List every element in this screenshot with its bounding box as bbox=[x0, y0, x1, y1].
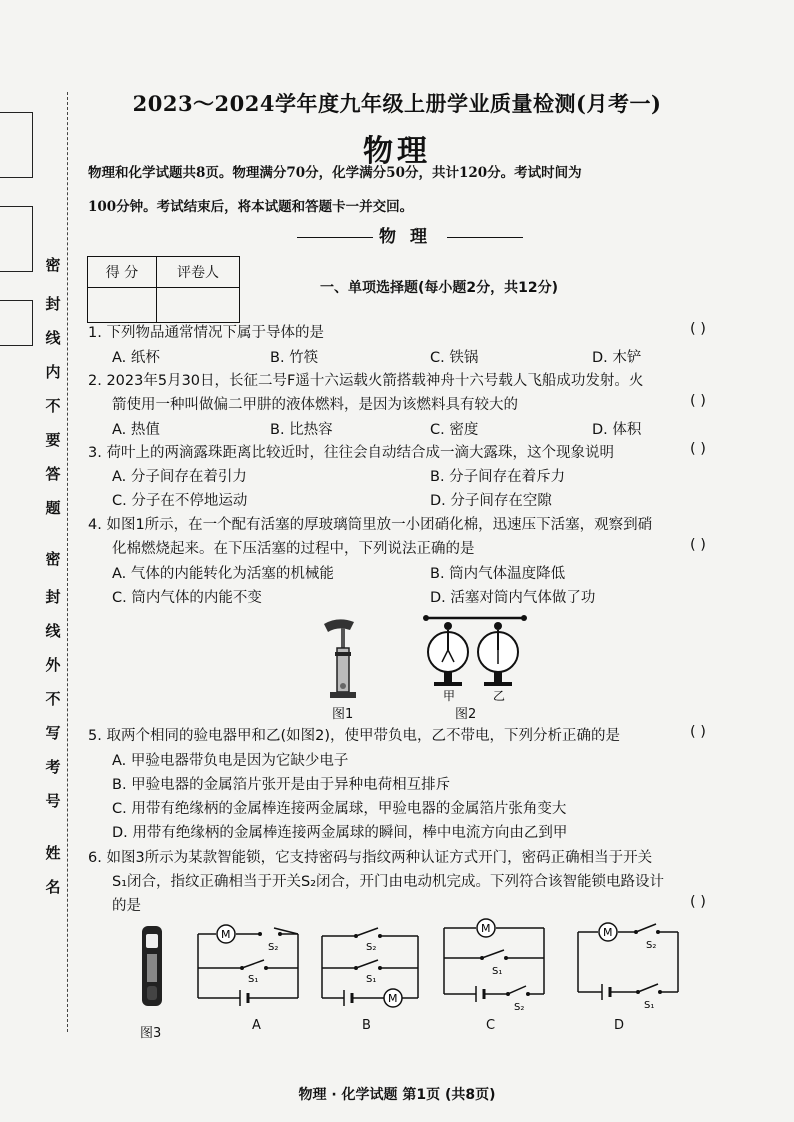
circuit-d-motor: M bbox=[603, 926, 613, 939]
q5-option-c: C. 用带有绝缘柄的金属棒连接两金属球，甲验电器的金属箔片张角变大 bbox=[112, 801, 567, 817]
q4-option-d: D. 活塞对筒内气体做了功 bbox=[430, 590, 596, 606]
question-5-stem: 5. 取两个相同的验电器甲和乙(如图2)，使甲带负电，乙不带电，下列分析正确的是 bbox=[88, 728, 620, 744]
q3-option-c: C. 分子在不停地运动 bbox=[112, 493, 248, 509]
q4-option-a: A. 气体的内能转化为活塞的机械能 bbox=[112, 566, 334, 582]
circuit-c-label: C bbox=[486, 1018, 496, 1033]
q2-option-d: D. 体积 bbox=[592, 422, 642, 438]
circuit-option-a bbox=[192, 920, 304, 1012]
intro-line-2: 100分钟。考试结束后，将本试题和答题卡一并交回。 bbox=[88, 199, 414, 215]
circuit-c-motor: M bbox=[481, 922, 491, 935]
q5-option-a: A. 甲验电器带负电是因为它缺少电子 bbox=[112, 753, 349, 769]
circuit-b-s2: S₂ bbox=[366, 942, 377, 953]
answer-paren-2: ( ) bbox=[690, 393, 706, 409]
score-header: 得 分 bbox=[88, 257, 157, 288]
circuit-c-s2: S₂ bbox=[514, 1002, 525, 1012]
q2-option-a: A. 热值 bbox=[112, 422, 160, 438]
figure-2-caption: 图2 bbox=[455, 707, 477, 722]
q1-option-c: C. 铁锅 bbox=[430, 350, 479, 366]
circuit-b-s1: S₁ bbox=[366, 974, 377, 985]
question-6-stem-2: S₁闭合，指纹正确相当于开关S₂闭合，开门由电动机完成。下列符合该智能锁电路设计 bbox=[112, 874, 665, 890]
binding-box-2 bbox=[0, 206, 33, 272]
circuit-a-s1: S₁ bbox=[248, 974, 259, 985]
circuit-a-label: A bbox=[252, 1018, 261, 1033]
question-4-stem-2: 化棉燃烧起来。在下压活塞的过程中，下列说法正确的是 bbox=[112, 541, 475, 557]
intro-line-1: 物理和化学试题共8页。物理满分70分，化学满分50分，共计120分。考试时间为 bbox=[88, 165, 582, 181]
page-footer: 物理 · 化学试题 第1页 (共8页) bbox=[298, 1087, 496, 1103]
circuit-option-d bbox=[572, 920, 684, 1012]
figure-1-caption: 图1 bbox=[332, 707, 354, 722]
part-title: 一、单项选择题(每小题2分，共12分) bbox=[320, 280, 559, 296]
question-3-stem: 3. 荷叶上的两滴露珠距离比较近时，往往会自动结合成一滴大露珠，这个现象说明 bbox=[88, 445, 614, 461]
exam-title: 2023～2024学年度九年级上册学业质量检测(月考一) bbox=[132, 91, 662, 116]
answer-paren-3: ( ) bbox=[690, 441, 706, 457]
circuit-a-s2: S₂ bbox=[268, 942, 279, 953]
figure-2-electroscopes bbox=[420, 610, 530, 702]
q2-option-c: C. 密度 bbox=[430, 422, 479, 438]
question-2-stem-2: 箭使用一种叫做偏二甲肼的液体燃料，是因为该燃料具有较大的 bbox=[112, 397, 518, 413]
q2-option-b: B. 比热容 bbox=[270, 422, 333, 438]
answer-paren-6: ( ) bbox=[690, 894, 706, 910]
subject-title: 物理 bbox=[363, 134, 431, 169]
question-6-stem-3: 的是 bbox=[112, 898, 141, 914]
answer-paren-5: ( ) bbox=[690, 724, 706, 740]
score-table bbox=[87, 256, 240, 323]
circuit-d-label: D bbox=[614, 1018, 625, 1033]
figure-2-label-jia: 甲 bbox=[443, 689, 456, 702]
circuit-b-motor: M bbox=[388, 992, 398, 1005]
binding-dashed-line bbox=[67, 92, 68, 1032]
q3-option-b: B. 分子间存在着斥力 bbox=[430, 469, 566, 485]
question-1-stem: 1. 下列物品通常情况下属于导体的是 bbox=[88, 325, 324, 341]
circuit-option-b bbox=[316, 926, 424, 1016]
circuit-c-s1: S₁ bbox=[492, 966, 503, 977]
grader-cell[interactable] bbox=[157, 288, 240, 323]
q1-option-b: B. 竹筷 bbox=[270, 350, 319, 366]
figure-3-smart-lock bbox=[138, 922, 168, 1012]
figure-1-piston-cylinder bbox=[316, 612, 376, 702]
answer-paren-4: ( ) bbox=[690, 537, 706, 553]
circuit-a-motor: M bbox=[221, 928, 231, 941]
answer-paren-1: ( ) bbox=[690, 321, 706, 337]
q5-option-b: B. 甲验电器的金属箔片张开是由于异种电荷相互排斥 bbox=[112, 777, 451, 793]
q1-option-d: D. 木铲 bbox=[592, 350, 642, 366]
question-4-stem-1: 4. 如图1所示，在一个配有活塞的厚玻璃筒里放一小团硝化棉，迅速压下活塞，观察到硝 bbox=[88, 517, 653, 533]
figure-2-label-yi: 乙 bbox=[493, 689, 506, 702]
question-2-stem-1: 2. 2023年5月30日，长征二号F遥十六运载火箭搭载神舟十六号载人飞船成功发射。火 bbox=[88, 373, 644, 389]
q4-option-b: B. 筒内气体温度降低 bbox=[430, 566, 566, 582]
circuit-d-s2: S₂ bbox=[646, 940, 657, 951]
question-6-stem-1: 6. 如图3所示为某款智能锁，它支持密码与指纹两种认证方式开门，密码正确相当于开关 bbox=[88, 850, 653, 866]
figure-3-caption: 图3 bbox=[140, 1026, 162, 1041]
section-rule-right bbox=[447, 237, 523, 238]
q5-option-d: D. 用带有绝缘柄的金属棒连接两金属球的瞬间，棒中电流方向由乙到甲 bbox=[112, 825, 568, 841]
binding-box-3 bbox=[0, 300, 33, 346]
circuit-d-s1: S₁ bbox=[644, 1000, 655, 1011]
score-cell[interactable] bbox=[88, 288, 157, 323]
grader-header: 评卷人 bbox=[157, 257, 240, 288]
section-heading: 物理 bbox=[260, 222, 560, 247]
circuit-b-label: B bbox=[362, 1018, 371, 1033]
q1-option-a: A. 纸杯 bbox=[112, 350, 160, 366]
q4-option-c: C. 筒内气体的内能不变 bbox=[112, 590, 262, 606]
circuit-option-c bbox=[438, 914, 550, 1012]
q3-option-a: A. 分子间存在着引力 bbox=[112, 469, 247, 485]
q3-option-d: D. 分子间存在空隙 bbox=[430, 493, 552, 509]
section-rule-left bbox=[297, 237, 373, 238]
